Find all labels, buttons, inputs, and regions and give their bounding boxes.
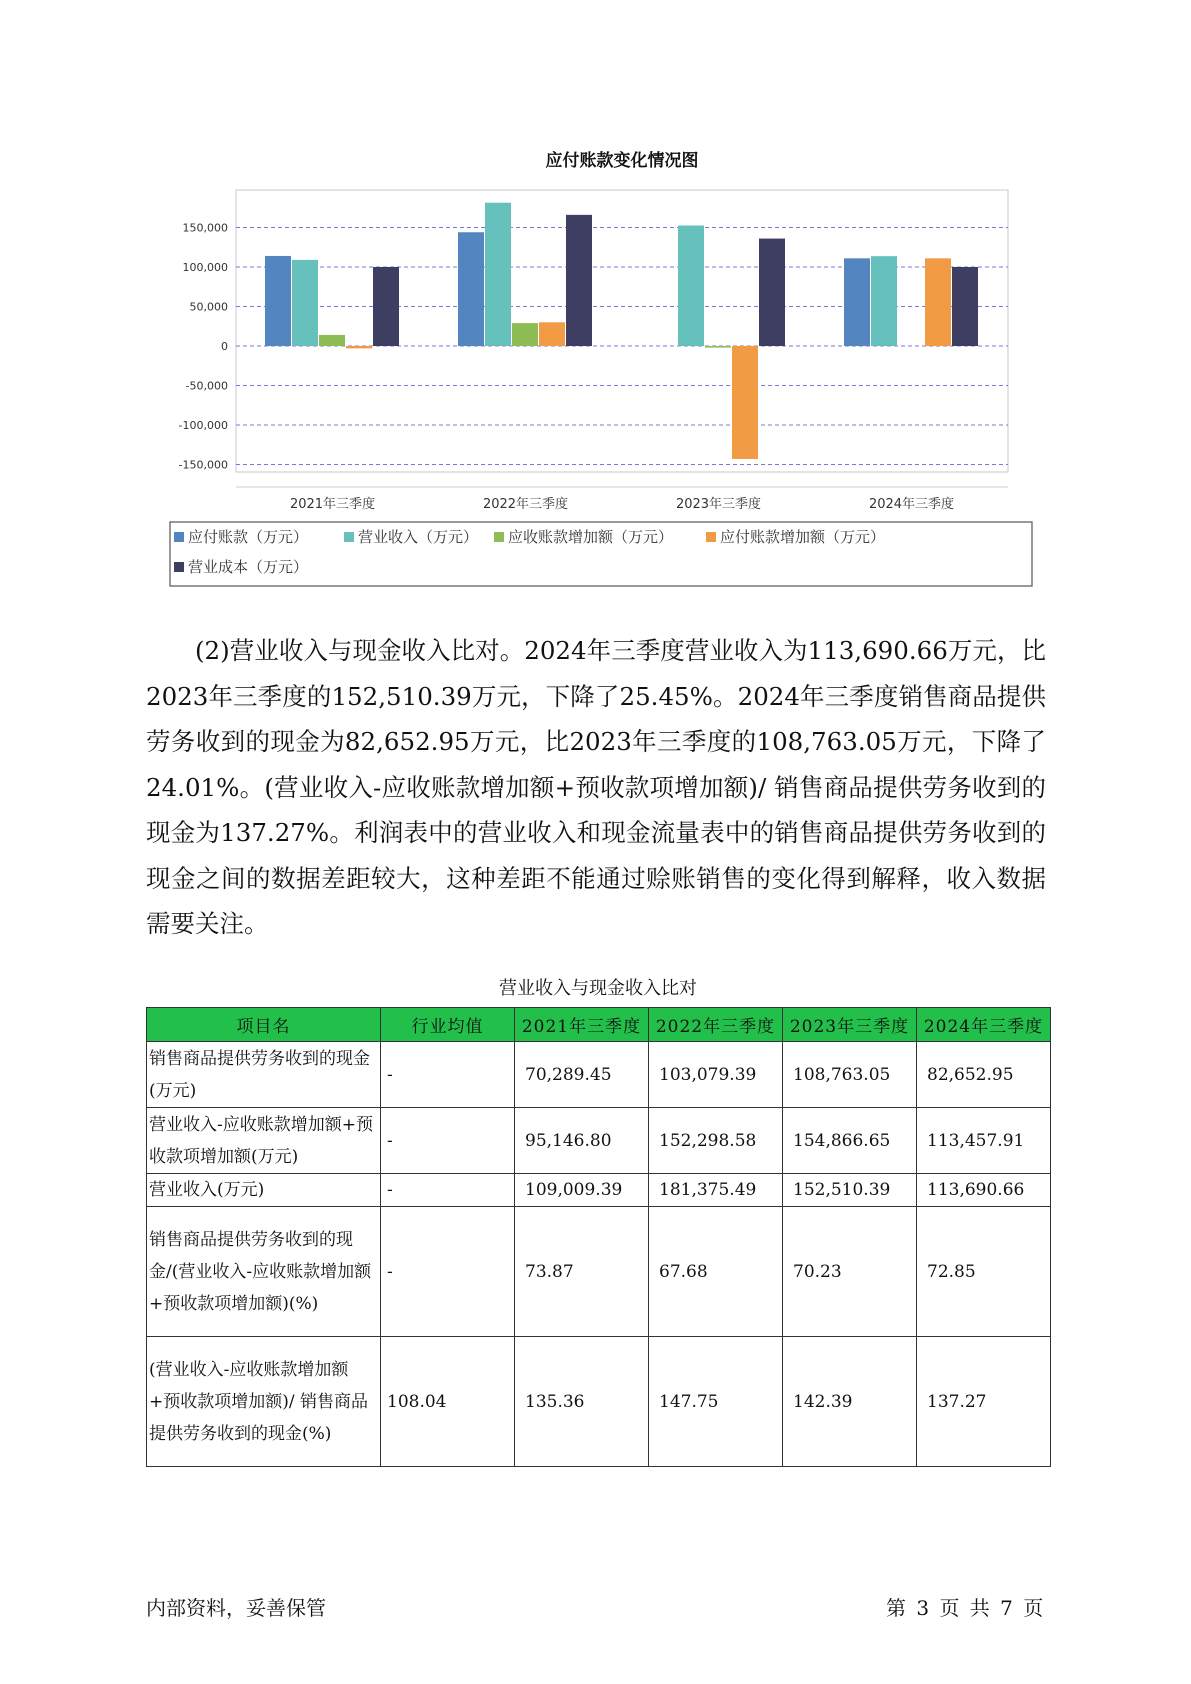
chart-title: 应付账款变化情况图: [545, 151, 699, 171]
bar: [292, 260, 318, 346]
table-cell: 82,652.95: [917, 1042, 1051, 1108]
y-tick-label: 100,000: [182, 261, 228, 274]
table-cell: 70,289.45: [515, 1042, 649, 1108]
x-category-label: 2022年三季度: [482, 497, 569, 512]
table-cell: 181,375.49: [649, 1174, 783, 1207]
table-cell: -: [381, 1207, 515, 1337]
table-cell: 70.23: [783, 1207, 917, 1337]
table-cell: 113,457.91: [917, 1108, 1051, 1174]
legend-label: 应付账款（万元）: [188, 528, 309, 546]
header-cell: 2023年三季度: [783, 1008, 917, 1042]
table-cell: 147.75: [649, 1337, 783, 1467]
table-cell: -: [381, 1174, 515, 1207]
bar: [844, 258, 870, 346]
table-row: [147, 1108, 1051, 1174]
bar: [678, 226, 704, 346]
legend-label: 应收账款增加额（万元）: [508, 528, 674, 546]
header-cell: 项目名: [147, 1008, 381, 1042]
y-tick-label: 50,000: [189, 300, 228, 314]
table-cell: 103,079.39: [649, 1042, 783, 1108]
table-row: [147, 1337, 1051, 1467]
footer-page-number: 第 3 页 共 7 页: [886, 1596, 1044, 1620]
table-header-row: [147, 1008, 1051, 1042]
row-label: 销售商品提供劳务收到的现金(万元): [147, 1042, 381, 1108]
legend-swatch: [344, 532, 354, 542]
bar: [705, 346, 731, 348]
bar: [458, 232, 484, 346]
table-cell: 152,510.39: [783, 1174, 917, 1207]
table-cell: 113,690.66: [917, 1174, 1051, 1207]
table-cell: 72.85: [917, 1207, 1051, 1337]
table-cell: 67.68: [649, 1207, 783, 1337]
table-cell: 108.04: [381, 1337, 515, 1467]
bar: [871, 256, 897, 346]
header-cell: 2021年三季度: [515, 1008, 649, 1042]
y-tick-label: -100,000: [178, 419, 228, 432]
table-cell: 137.27: [917, 1337, 1051, 1467]
x-category-label: 2021年三季度: [289, 497, 376, 512]
legend-label: 营业收入（万元）: [358, 528, 479, 546]
header-cell: 2024年三季度: [917, 1008, 1051, 1042]
table-cell: 152,298.58: [649, 1108, 783, 1174]
table-row: [147, 1207, 1051, 1337]
footer-confidential-note: 内部资料，妥善保管: [146, 1596, 326, 1620]
table-cell: 142.39: [783, 1337, 917, 1467]
comparison-table: [146, 1007, 1051, 1467]
row-label: (营业收入-应收账款增加额+预收款项增加额)/ 销售商品提供劳务收到的现金(%): [147, 1337, 381, 1467]
bar: [952, 267, 978, 346]
legend-label: 营业成本（万元）: [188, 558, 309, 576]
bar: [373, 267, 399, 346]
bar: [566, 215, 592, 346]
bar: [925, 258, 951, 346]
table-cell: 108,763.05: [783, 1042, 917, 1108]
table-cell: -: [381, 1108, 515, 1174]
header-cell: 2022年三季度: [649, 1008, 783, 1042]
y-tick-label: -50,000: [185, 379, 228, 393]
row-label: 营业收入(万元): [147, 1174, 381, 1207]
x-category-label: 2024年三季度: [868, 497, 955, 512]
bar: [346, 346, 372, 348]
table-cell: 109,009.39: [515, 1174, 649, 1207]
bar: [265, 256, 291, 346]
legend-swatch: [174, 532, 184, 542]
legend-swatch: [494, 532, 504, 542]
table-cell: 73.87: [515, 1207, 649, 1337]
table-cell: 154,866.65: [783, 1108, 917, 1174]
table-row: [147, 1042, 1051, 1108]
body-paragraph: (2)营业收入与现金收入比对。2024年三季度营业收入为113,690.66万元，比2023年三季度的152,510.39万元，下降了25.45%。2024年三季度销售商品提供劳务收到的现金为82,652.95万元，比2023年三季度的108,763.05万元，下降了24.01%。(营业收入-应收账款增加额+预收款项增加额)/ 销售商品提供劳务收到的现金为137.27%。利润表中的营业收入和现金流量表中的销售商品提供劳务收到的现金之间的数据差距较大，这种差距不能通过赊账销售的变化得到解释，收入数据需要关注。: [146, 636, 1046, 938]
bar: [732, 346, 758, 459]
legend-swatch: [174, 562, 184, 572]
bar: [539, 322, 565, 346]
header-cell: 行业均值: [381, 1008, 515, 1042]
y-tick-label: -150,000: [178, 458, 228, 472]
table-row: [147, 1174, 1051, 1207]
x-category-label: 2023年三季度: [675, 497, 762, 512]
bar: [485, 203, 511, 346]
bar: [512, 323, 538, 346]
y-tick-label: 150,000: [182, 221, 228, 235]
row-label: 营业收入-应收账款增加额+预收款项增加额(万元): [147, 1108, 381, 1174]
table-cell: 95,146.80: [515, 1108, 649, 1174]
table-caption: 营业收入与现金收入比对: [499, 978, 697, 999]
bar: [759, 239, 785, 346]
table-cell: -: [381, 1042, 515, 1108]
legend-swatch: [706, 532, 716, 542]
table-cell: 135.36: [515, 1337, 649, 1467]
bar-chart: [0, 0, 1191, 600]
chart: [0, 0, 1191, 600]
bar: [319, 335, 345, 346]
row-label: 销售商品提供劳务收到的现金/(营业收入-应收账款增加额+预收款项增加额)(%): [147, 1207, 381, 1337]
y-tick-label: 0: [221, 340, 228, 353]
legend-label: 应付账款增加额（万元）: [720, 528, 886, 546]
